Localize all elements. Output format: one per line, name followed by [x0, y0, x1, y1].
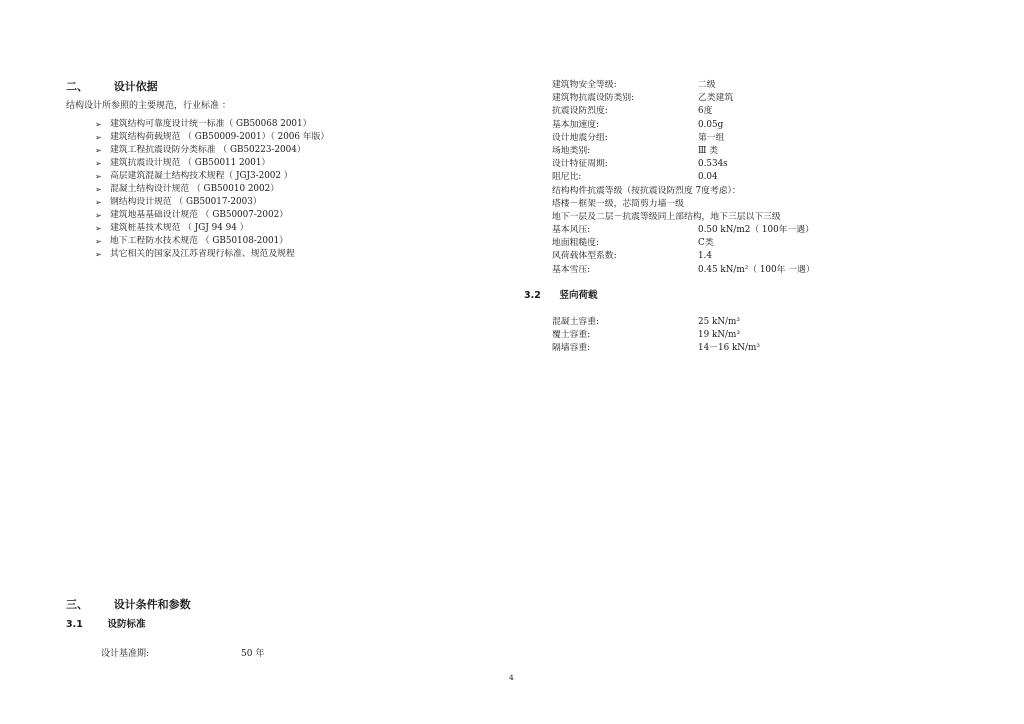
list-item: ➢ 钢结构设计规范 （ GB50017-2003） — [95, 197, 262, 207]
param-row: 场地类别: Ⅲ 类 — [552, 145, 719, 156]
param-row: 建筑物安全等级: 二级 — [552, 80, 716, 90]
standards-intro: 结构设计所参照的主要规范，行业标准 ： — [66, 101, 231, 111]
param-row: 抗震设防烈度: 6度 — [552, 106, 713, 117]
arrow-bullet-icon: ➢ — [95, 211, 102, 220]
arrow-bullet-icon: ➢ — [95, 237, 102, 246]
section-3-1-title: 设防标准 — [107, 619, 146, 630]
list-item: ➢ 高层建筑混凝土结构技术规程（ JGJ3-2002 ） — [95, 171, 293, 181]
list-item: ➢ 其它相关的国家及江苏省现行标准、规范及规程 — [95, 249, 295, 259]
list-item: ➢ 建筑结构荷载规范 （ GB50009-2001）（ 2006 年版） — [95, 132, 330, 142]
arrow-bullet-icon: ➢ — [95, 185, 102, 194]
list-item: ➢ 建筑桩基技术规范 （ JGJ 94 94 ） — [95, 223, 249, 233]
param-row: 基本雪压: 0.45 kN/m²（ 100年 一遇） — [552, 264, 815, 275]
section-3-2-number: 3.2 — [524, 290, 541, 301]
vertical-loads — [552, 316, 852, 356]
tower-grade-line: 塔楼－框架一级，芯筒剪力墙一级 — [552, 198, 684, 209]
list-item: ➢ 建筑抗震设计规范 （ GB50011 2001） — [95, 158, 271, 168]
page-number: 4 — [509, 673, 514, 682]
section-3-title: 设计条件和参数 — [113, 598, 191, 611]
arrow-bullet-icon: ➢ — [95, 198, 102, 207]
list-item: ➢ 建筑工程抗震设防分类标准 （ GB50223-2004） — [95, 145, 306, 155]
section-3-heading — [66, 596, 191, 612]
design-reference-period-value: 50 年 — [241, 649, 265, 659]
list-item: ➢ 地下工程防水技术规范 （ GB50108-2001） — [95, 236, 288, 246]
param-row: 阻尼比: 0.04 — [552, 172, 718, 183]
load-row: 覆土容重: 19 kN/m³ — [552, 330, 740, 341]
list-item: ➢ 混凝土结构设计规范 （ GB50010 2002） — [95, 184, 280, 194]
section-3-number: 三、 — [66, 598, 88, 611]
basement-grade-line: 地下一层及二层－抗震等级同上部结构，地下三层以下三级 — [552, 211, 781, 222]
load-row: 隔墙容重: 14－16 kN/m³ — [552, 343, 760, 354]
section-2-title: 设计依据 — [113, 80, 158, 93]
section-2-number: 二、 — [66, 80, 88, 93]
load-row: 混凝土容重: 25 kN/m³ — [552, 317, 740, 327]
arrow-bullet-icon: ➢ — [95, 172, 102, 181]
list-item: ➢ 建筑结构可靠度设计统一标准（ GB50068 2001） — [95, 119, 312, 129]
arrow-bullet-icon: ➢ — [95, 224, 102, 233]
param-row: 设计地震分组: 第一组 — [552, 132, 725, 143]
param-row: 建筑物抗震设防类别: 乙类建筑 — [552, 93, 734, 104]
arrow-bullet-icon: ➢ — [95, 250, 102, 259]
param-row: 地面粗糙度: C类 — [552, 238, 714, 249]
arrow-bullet-icon: ➢ — [95, 133, 102, 142]
arrow-bullet-icon: ➢ — [95, 159, 102, 168]
design-reference-period-label: 设计基准期: — [101, 649, 150, 659]
param-row: 风荷载体型系数: 1.4 — [552, 251, 712, 262]
seismic-grade-line: 结构构件抗震等级（按抗震设防烈度 7度考虑）： — [552, 185, 741, 196]
section-3-1-heading — [66, 616, 145, 630]
standards-list — [95, 118, 329, 261]
section-2-heading — [66, 78, 158, 94]
list-item: ➢ 建筑地基基础设计规范 （ GB50007-2002） — [95, 210, 288, 220]
param-row: 基本加速度: 0.05g — [552, 119, 724, 130]
param-row: 设计特征周期: 0.534s — [552, 159, 728, 170]
section-3-1-number: 3.1 — [66, 619, 83, 630]
arrow-bullet-icon: ➢ — [95, 146, 102, 155]
seismic-parameters — [552, 79, 852, 277]
arrow-bullet-icon: ➢ — [95, 120, 102, 129]
param-row: 基本风压: 0.50 kN/m2（ 100年一遇） — [552, 225, 814, 236]
section-3-2-heading — [524, 287, 597, 301]
section-3-2-title: 竖向荷载 — [559, 290, 598, 301]
